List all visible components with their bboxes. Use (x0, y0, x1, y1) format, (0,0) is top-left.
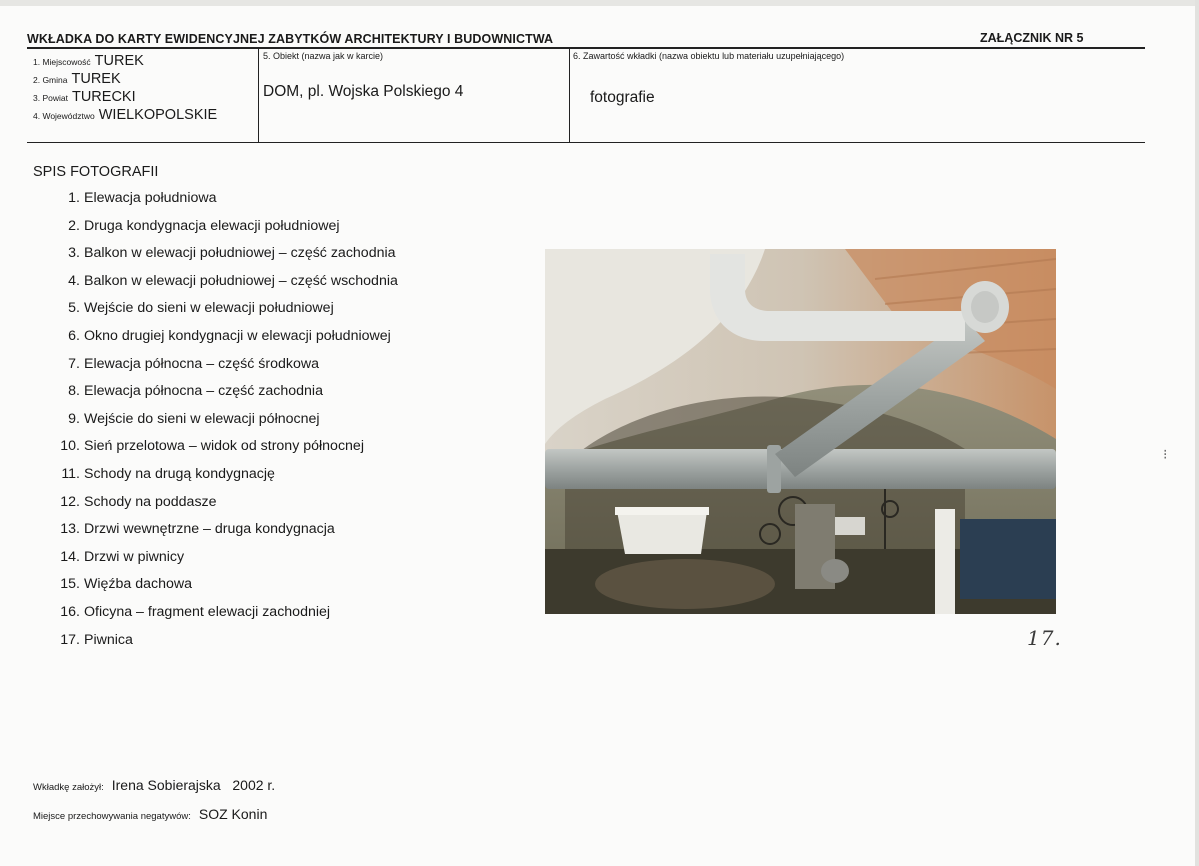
list-item (50, 521, 398, 549)
object-value: DOM, pl. Wojska Polskiego 4 (263, 83, 464, 100)
list-item (50, 411, 398, 439)
list-item (50, 300, 398, 328)
divider (569, 48, 570, 143)
list-item (50, 466, 398, 494)
field-value: WIELKOPOLSKIE (98, 107, 218, 123)
item-number: 1. (68, 190, 80, 206)
list-item (50, 494, 398, 522)
field-county (33, 88, 136, 106)
handwritten-photo-number: 17. (1027, 626, 1062, 650)
contents-label: 6. Zawartość wkładki (nazwa obiektu lub materiału uzupełniającego) (573, 51, 845, 61)
object-label: 5. Obiekt (nazwa jak w karcie) (263, 51, 384, 61)
item-number: 5. (68, 300, 80, 317)
margin-mark: ⁝ (1163, 446, 1168, 462)
document-title: WKŁADKA DO KARTY EWIDENCYJNEJ ZABYTKÓW ARCHITEKTURY I BUDOWNICTWA (27, 32, 554, 46)
footer-label: Wkładkę założył: (33, 782, 104, 793)
footer-value: SOZ Konin (198, 806, 268, 822)
cellar-photograph (545, 249, 1056, 614)
item-number: 9. (68, 410, 80, 427)
item-number: 13. (60, 521, 80, 538)
field-commune (33, 70, 121, 88)
list-item (50, 356, 398, 384)
contents-value: fotografie (590, 89, 655, 106)
item-text: Wejście do sieni w elewacji południowej (84, 300, 334, 317)
item-text: Schody na poddasze (84, 493, 217, 510)
scan-edge (1195, 0, 1199, 866)
field-value: TURECKI (71, 89, 136, 105)
field-label: 4. Województwo (33, 111, 95, 121)
item-text: Elewacja północna – część środkowa (84, 355, 320, 372)
divider (27, 47, 1145, 49)
item-number: 3. (68, 245, 80, 262)
list-item (50, 218, 398, 246)
list-item (50, 273, 398, 301)
item-text: Schody na drugą kondygnację (84, 465, 275, 482)
item-text: Piwnica (84, 631, 133, 648)
item-text: Wejście do sieni w elewacji północnej (84, 410, 320, 427)
item-text: Sień przelotowa – widok od strony północnej (84, 438, 364, 455)
item-text: Elewacja południowa (84, 190, 217, 206)
item-text: Drzwi w piwnicy (84, 548, 185, 565)
item-text: Drzwi wewnętrzne – druga kondygnacja (84, 521, 335, 538)
field-voivodeship (33, 106, 217, 124)
field-label: 3. Powiat (33, 93, 68, 103)
list-item (50, 328, 398, 356)
field-locality (33, 52, 144, 70)
field-value: TUREK (71, 71, 121, 87)
footer-storage (33, 806, 267, 824)
annex-label: ZAŁĄCZNIK NR 5 (980, 31, 1084, 45)
cellar-photo-image (545, 249, 1056, 614)
item-text: Balkon w elewacji południowej – część zachodnia (84, 245, 396, 262)
list-item (50, 190, 398, 218)
item-text: Druga kondygnacja elewacji południowej (84, 217, 340, 234)
list-item (50, 604, 398, 632)
item-number: 4. (68, 272, 80, 289)
list-item (50, 549, 398, 577)
list-item (50, 383, 398, 411)
footer-author (33, 777, 275, 795)
item-number: 15. (60, 576, 80, 593)
scan-edge (0, 0, 1199, 6)
item-number: 12. (60, 493, 80, 510)
item-text: Oficyna – fragment elewacji zachodniej (84, 603, 331, 620)
item-number: 8. (68, 383, 80, 400)
list-item (50, 632, 398, 660)
item-number: 10. (60, 438, 80, 455)
divider (258, 48, 259, 143)
field-value: TUREK (94, 53, 144, 69)
item-number: 6. (68, 327, 80, 344)
list-item (50, 576, 398, 604)
item-number: 16. (60, 603, 80, 620)
item-text: Elewacja północna – część zachodnia (84, 383, 323, 400)
item-number: 2. (68, 217, 80, 234)
item-number: 11. (61, 465, 80, 482)
field-label: 2. Gmina (33, 75, 68, 85)
item-text: Okno drugiej kondygnacji w elewacji południowej (84, 327, 391, 344)
list-item (50, 438, 398, 466)
footer-value: Irena Sobierajska 2002 r. (111, 777, 276, 793)
item-number: 14. (60, 548, 80, 565)
footer-label: Miejsce przechowywania negatywów: (33, 811, 191, 822)
item-text: Balkon w elewacji południowej – część wschodnia (84, 272, 398, 289)
photo-list-title: SPIS FOTOGRAFII (33, 164, 159, 180)
item-text: Więźba dachowa (84, 576, 193, 593)
divider (27, 142, 1145, 143)
photo-list (50, 190, 398, 659)
field-label: 1. Miejscowość (33, 57, 91, 67)
list-item (50, 245, 398, 273)
item-number: 7. (68, 355, 80, 372)
item-number: 17. (60, 631, 80, 648)
